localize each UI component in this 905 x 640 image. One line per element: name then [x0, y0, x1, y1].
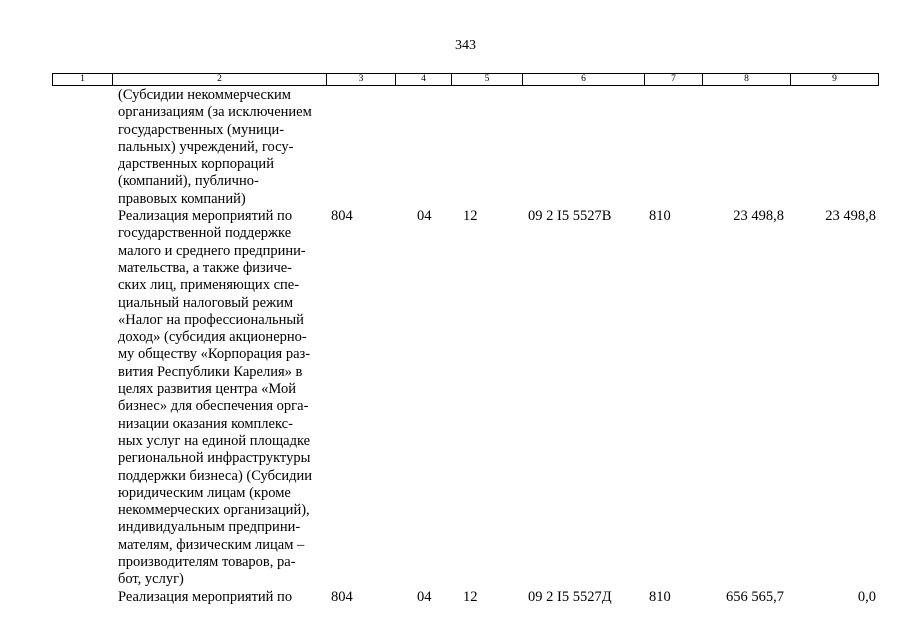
cell-col-1 [52, 208, 112, 589]
name-line: циальный налоговый режим [118, 294, 294, 311]
row-name [112, 208, 326, 589]
name-line: ских лиц, применяющих спе- [118, 277, 300, 294]
column-number-4: 4 [395, 74, 451, 85]
cell-col-7 [644, 87, 702, 208]
cell-col-3 [326, 87, 395, 208]
column-number-1: 1 [80, 74, 85, 84]
name-line: Реализация мероприятий по [118, 588, 293, 605]
name-line: низации оказания комплекс- [118, 415, 293, 432]
subsection-code: 12 [463, 208, 478, 225]
cell-col-1 [52, 87, 112, 208]
name-line: (Субсидии некоммерческим [118, 87, 291, 103]
expense-type-code: 810 [649, 208, 671, 225]
row-name [112, 87, 326, 208]
name-line: государственной поддержке [118, 225, 292, 242]
table-row [52, 87, 879, 208]
section-code: 04 [417, 588, 432, 605]
cell-col-1 [52, 589, 112, 606]
cell-col-6 [522, 87, 644, 208]
name-line: региональной инфраструктуры [118, 450, 311, 467]
name-line: Реализация мероприятий по [118, 208, 293, 225]
column-number-3: 3 [326, 74, 395, 85]
cell-col-9 [790, 87, 879, 208]
name-line: вития Республики Карелия» в [118, 363, 303, 380]
column-number-9: 9 [790, 74, 878, 85]
subsection-code: 12 [463, 588, 478, 605]
name-line: доход» (субсидия акционерно- [118, 329, 307, 346]
table-header-row [52, 73, 879, 86]
name-line: организациям (за исключением [118, 104, 312, 121]
column-number-5: 5 [451, 74, 522, 85]
row-name [112, 589, 326, 606]
table-row [52, 208, 879, 589]
target-article-code: 09 2 I5 5527В [528, 208, 612, 225]
amount-col-9: 0,0 [857, 588, 876, 605]
name-line: юридическим лицам (кроме [118, 484, 291, 501]
ministry-code: 804 [331, 208, 353, 225]
name-line: мателям, физическим лицам – [118, 536, 305, 553]
ministry-code: 804 [331, 588, 353, 605]
name-line: (компаний), публично- [118, 173, 259, 190]
name-line: пальных) учреждений, госу- [118, 138, 294, 155]
name-line: дарственных корпораций [118, 156, 274, 173]
name-line: целях развития центра «Мой [118, 381, 296, 398]
name-line: поддержки бизнеса) (Субсидии [118, 467, 313, 484]
amount-col-8: 23 498,8 [733, 208, 784, 225]
column-number-7: 7 [644, 74, 702, 85]
column-number-6: 6 [522, 74, 644, 85]
name-line: государственных (муници- [118, 121, 285, 138]
name-line: му обществу «Корпорация раз- [118, 346, 311, 363]
name-line: правовых компаний) [118, 190, 246, 207]
target-article-code: 09 2 I5 5527Д [528, 588, 612, 605]
table-row [52, 589, 879, 606]
amount-col-8: 656 565,7 [726, 588, 784, 605]
expense-type-code: 810 [649, 588, 671, 605]
name-line: «Налог на профессиональный [118, 311, 304, 328]
name-line: ных услуг на единой площадке [118, 432, 311, 449]
column-number-2: 2 [112, 74, 326, 85]
budget-table [52, 73, 879, 605]
name-line: индивидуальным предприни- [118, 519, 301, 536]
column-number-8: 8 [702, 74, 790, 85]
table-body [52, 87, 879, 606]
amount-col-9: 23 498,8 [825, 208, 876, 225]
cell-col-4 [395, 87, 451, 208]
name-line: малого и среднего предприни- [118, 242, 306, 259]
cell-col-5 [451, 87, 522, 208]
name-line: производителям товаров, ра- [118, 554, 296, 571]
page-number: 343 [455, 38, 476, 53]
cell-col-8 [702, 87, 790, 208]
name-line: бизнес» для обеспечения орга- [118, 398, 309, 415]
section-code: 04 [417, 208, 432, 225]
name-line: мательства, а также физиче- [118, 259, 293, 276]
name-line: бот, услуг) [118, 571, 184, 588]
name-line: некоммерческих организаций), [118, 502, 310, 519]
